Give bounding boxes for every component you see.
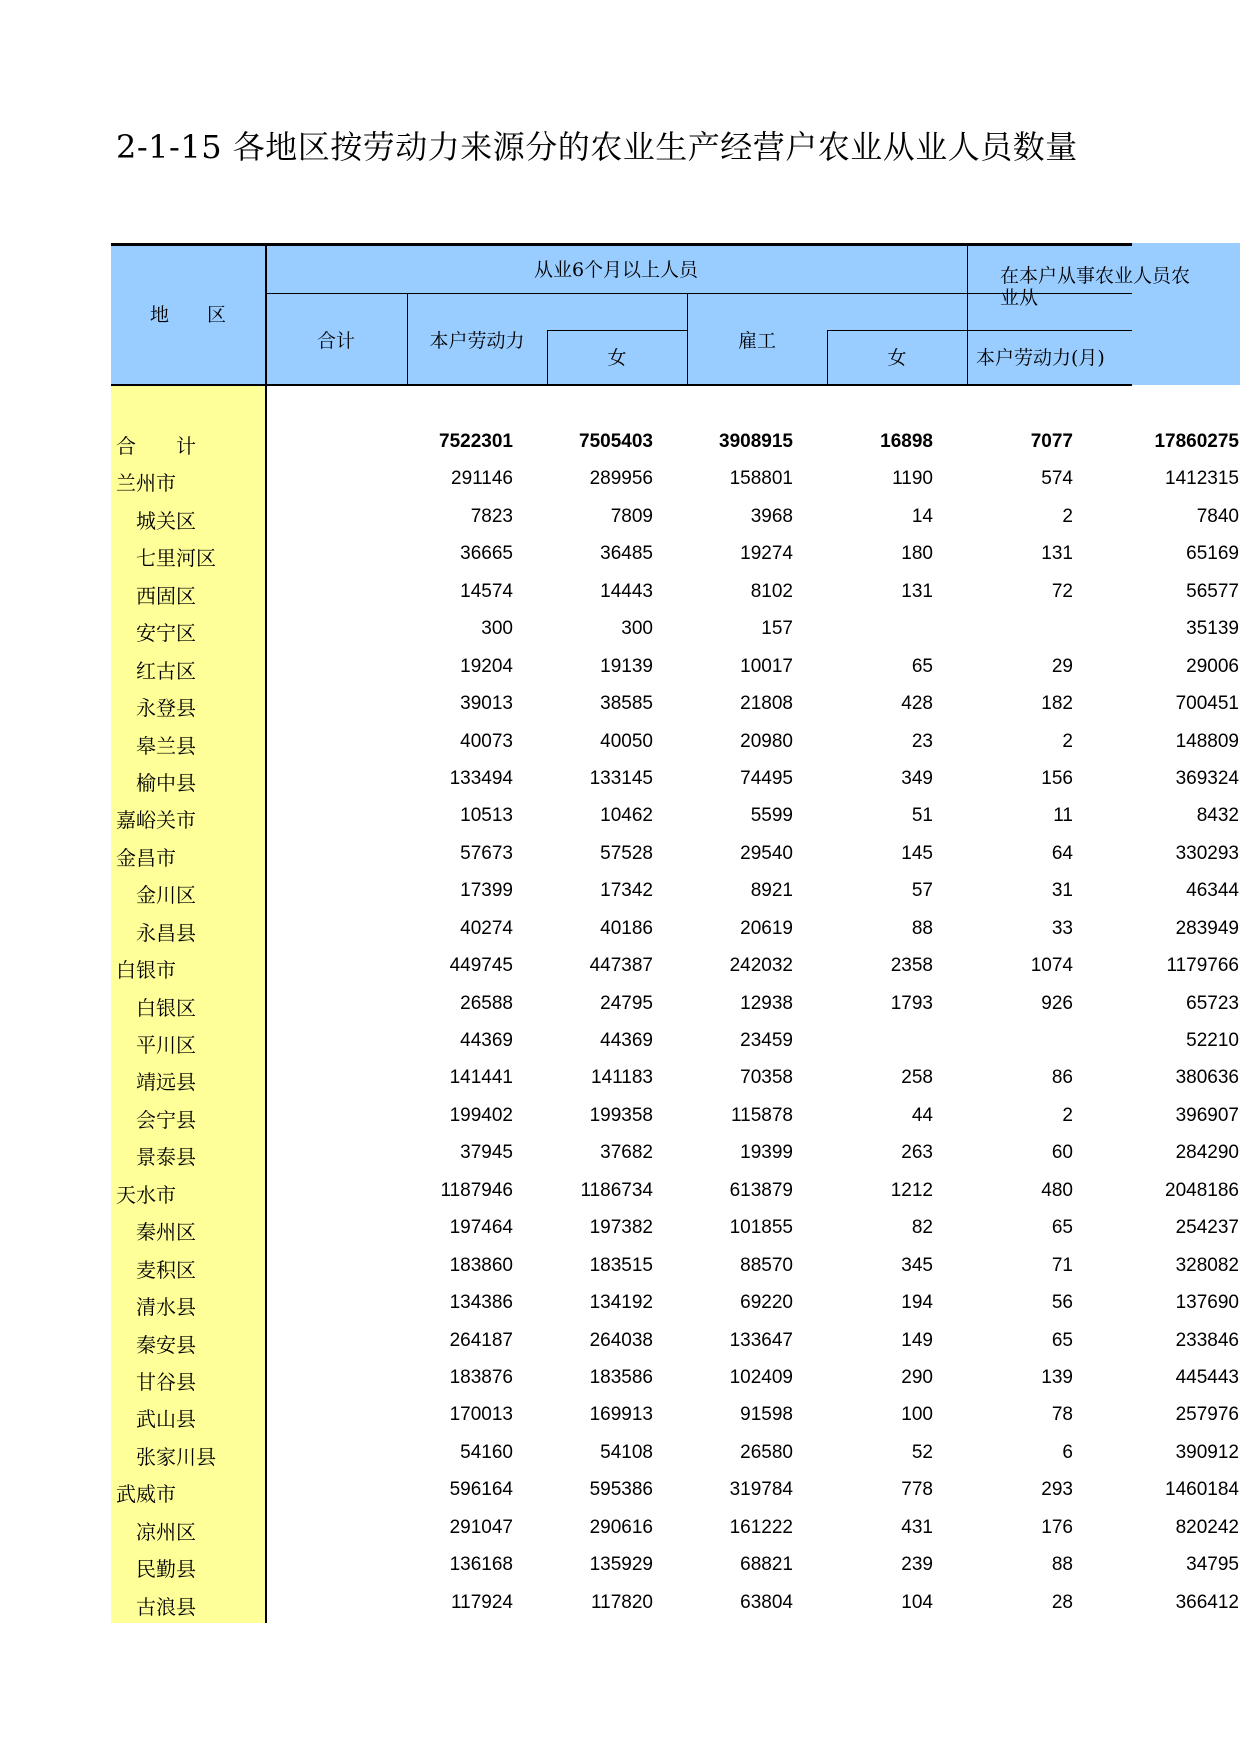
header-total: 合计 xyxy=(316,330,355,352)
row-value: 134386 xyxy=(449,1292,513,1314)
row-region-name: 靖远县 xyxy=(136,1070,196,1095)
row-region-name: 平川区 xyxy=(136,1033,196,1057)
row-value: 5599 xyxy=(750,805,793,827)
table-row xyxy=(111,1211,1239,1248)
row-value: 35139 xyxy=(1186,618,1239,640)
row-value: 293 xyxy=(1041,1479,1073,1501)
row-value: 2358 xyxy=(890,955,933,977)
row-value: 54108 xyxy=(600,1441,653,1463)
row-region-name: 张家川县 xyxy=(136,1444,216,1469)
header-divider xyxy=(827,330,967,331)
row-region-name: 永昌县 xyxy=(136,920,196,945)
row-value: 136168 xyxy=(449,1554,513,1576)
table-row xyxy=(111,1136,1239,1173)
row-value: 131 xyxy=(1041,543,1073,565)
row-value: 258 xyxy=(901,1067,933,1089)
row-value: 170013 xyxy=(449,1404,513,1426)
row-value: 319784 xyxy=(729,1479,793,1501)
row-value: 60 xyxy=(1051,1142,1073,1164)
row-value: 20980 xyxy=(740,730,793,752)
row-value: 290 xyxy=(901,1366,933,1388)
row-region-name: 白银区 xyxy=(136,995,196,1020)
table-row xyxy=(111,575,1239,612)
row-value: 7840 xyxy=(1196,505,1239,527)
table-row xyxy=(111,1249,1239,1286)
table-row xyxy=(111,799,1239,836)
row-value: 38585 xyxy=(600,693,653,715)
row-region-name: 金川区 xyxy=(136,883,196,908)
table-row xyxy=(111,500,1239,537)
table-row xyxy=(111,1174,1239,1211)
row-value: 8102 xyxy=(750,580,793,602)
row-region-name: 民勤县 xyxy=(136,1557,196,1582)
row-value: 480 xyxy=(1041,1179,1073,1201)
table-row xyxy=(111,1099,1239,1136)
row-value: 14 xyxy=(911,505,933,527)
row-region-name: 秦安县 xyxy=(136,1332,196,1357)
row-value: 65723 xyxy=(1186,992,1239,1014)
row-value: 7077 xyxy=(1030,431,1073,452)
row-value: 57528 xyxy=(600,842,653,864)
row-region-name: 天水市 xyxy=(116,1182,176,1207)
row-region-name: 武山县 xyxy=(136,1407,196,1432)
row-value: 183586 xyxy=(589,1366,653,1388)
row-value: 2 xyxy=(1062,730,1073,752)
row-value: 242032 xyxy=(729,955,793,977)
table-row xyxy=(111,1361,1239,1398)
row-value: 26580 xyxy=(740,1441,793,1463)
row-region-name: 七里河区 xyxy=(136,546,216,571)
table-row xyxy=(111,650,1239,687)
row-value: 16898 xyxy=(880,431,933,452)
row-value: 330293 xyxy=(1175,842,1239,864)
row-value: 131 xyxy=(901,580,933,602)
row-value: 34795 xyxy=(1186,1554,1239,1576)
row-value: 778 xyxy=(901,1479,933,1501)
row-value: 197464 xyxy=(449,1217,513,1239)
row-value: 31 xyxy=(1051,880,1073,902)
row-value: 447387 xyxy=(589,955,653,977)
row-region-name: 秦州区 xyxy=(136,1220,196,1245)
row-value: 596164 xyxy=(449,1479,513,1501)
table-row xyxy=(111,987,1239,1024)
row-value: 380636 xyxy=(1175,1067,1239,1089)
row-value: 64 xyxy=(1051,842,1073,864)
row-value: 14443 xyxy=(600,580,653,602)
table-row xyxy=(111,1061,1239,1098)
row-value: 17342 xyxy=(600,880,653,902)
row-value: 51 xyxy=(911,805,933,827)
row-value: 72 xyxy=(1051,580,1073,602)
row-value: 44 xyxy=(911,1104,933,1126)
table-row xyxy=(111,1024,1239,1061)
row-value: 8921 xyxy=(750,880,793,902)
row-value: 291047 xyxy=(449,1516,513,1538)
row-region-name: 榆中县 xyxy=(136,770,196,795)
row-value: 1179766 xyxy=(1166,955,1239,977)
row-value: 7522301 xyxy=(439,431,513,452)
row-value: 12938 xyxy=(740,992,793,1014)
table-row xyxy=(111,537,1239,574)
row-value: 37945 xyxy=(460,1142,513,1164)
row-value: 65 xyxy=(1051,1329,1073,1351)
row-value: 28 xyxy=(1051,1591,1073,1613)
row-value: 2 xyxy=(1062,505,1073,527)
row-value: 148809 xyxy=(1175,730,1239,752)
row-region-name: 白银市 xyxy=(116,958,176,983)
table-row xyxy=(111,912,1239,949)
table-row xyxy=(111,725,1239,762)
row-value: 1412315 xyxy=(1165,468,1239,490)
row-value: 10462 xyxy=(600,805,653,827)
header-days-own: 本户劳动力(月) xyxy=(976,347,1105,369)
row-value: 133145 xyxy=(589,767,653,789)
row-value: 396907 xyxy=(1175,1104,1239,1126)
row-value: 39013 xyxy=(460,693,513,715)
row-region-name: 金昌市 xyxy=(116,845,176,870)
row-value: 65 xyxy=(911,655,933,677)
row-value: 40073 xyxy=(460,730,513,752)
row-region-name: 城关区 xyxy=(136,508,196,533)
row-value: 199402 xyxy=(449,1104,513,1126)
row-value: 78 xyxy=(1051,1404,1073,1426)
row-value: 36665 xyxy=(460,543,513,565)
row-value: 17860275 xyxy=(1154,431,1239,452)
row-value: 300 xyxy=(621,618,653,640)
row-value: 574 xyxy=(1041,468,1073,490)
row-value: 68821 xyxy=(740,1554,793,1576)
table-row xyxy=(111,1511,1239,1548)
row-value: 46344 xyxy=(1186,880,1239,902)
row-value: 74495 xyxy=(740,767,793,789)
header-divider xyxy=(547,330,687,331)
row-value: 1074 xyxy=(1030,955,1073,977)
row-value: 100 xyxy=(901,1404,933,1426)
row-value: 17399 xyxy=(460,880,513,902)
row-value: 194 xyxy=(901,1292,933,1314)
page-title: 2-1-15 各地区按劳动力来源分的农业生产经营户农业从业人员数量 xyxy=(116,128,1078,166)
row-value: 88570 xyxy=(740,1254,793,1276)
row-value: 820242 xyxy=(1175,1516,1239,1538)
row-value: 283949 xyxy=(1175,917,1239,939)
row-value: 69220 xyxy=(740,1292,793,1314)
row-region-name: 甘谷县 xyxy=(136,1369,196,1394)
row-value: 349 xyxy=(901,767,933,789)
header-female-own: 女 xyxy=(607,347,627,369)
row-value: 290616 xyxy=(589,1516,653,1538)
row-value: 117820 xyxy=(591,1591,653,1613)
row-region-name: 红古区 xyxy=(136,658,196,683)
row-value: 56 xyxy=(1051,1292,1073,1314)
row-value: 133494 xyxy=(449,767,513,789)
row-value: 445443 xyxy=(1175,1366,1239,1388)
row-value: 3968 xyxy=(750,505,793,527)
table-row xyxy=(111,837,1239,874)
row-value: 137690 xyxy=(1175,1292,1239,1314)
row-value: 369324 xyxy=(1175,767,1239,789)
row-value: 366412 xyxy=(1175,1591,1239,1613)
row-value: 284290 xyxy=(1175,1142,1239,1164)
row-value: 40274 xyxy=(460,917,513,939)
row-value: 3908915 xyxy=(719,431,793,452)
row-value: 23 xyxy=(911,730,933,752)
header-days-group xyxy=(967,265,1191,315)
row-value: 101855 xyxy=(729,1217,793,1239)
row-region-name: 古浪县 xyxy=(136,1594,196,1619)
row-value: 91598 xyxy=(740,1404,793,1426)
row-value: 2 xyxy=(1062,1104,1073,1126)
row-value: 141441 xyxy=(449,1067,513,1089)
row-value: 133647 xyxy=(729,1329,793,1351)
row-value: 88 xyxy=(1051,1554,1073,1576)
row-value: 65169 xyxy=(1186,543,1239,565)
header-6month-group: 从业6个月以上人员 xyxy=(533,259,699,281)
row-value: 11 xyxy=(1053,805,1073,827)
row-value: 70358 xyxy=(740,1067,793,1089)
row-value: 199358 xyxy=(589,1104,653,1126)
row-value: 36485 xyxy=(600,543,653,565)
table-row xyxy=(111,425,1239,462)
header-region: 地 区 xyxy=(149,304,226,326)
row-value: 24795 xyxy=(600,992,653,1014)
row-value: 926 xyxy=(1041,992,1073,1014)
row-value: 449745 xyxy=(449,955,513,977)
row-region-name: 安宁区 xyxy=(136,621,196,646)
row-value: 44369 xyxy=(600,1030,653,1051)
row-value: 19139 xyxy=(600,655,653,677)
row-region-name: 合 计 xyxy=(116,434,196,458)
row-value: 254237 xyxy=(1175,1217,1239,1239)
table-row xyxy=(111,1548,1239,1585)
row-value: 156 xyxy=(1041,767,1073,789)
table-row xyxy=(111,762,1239,799)
row-value: 37682 xyxy=(600,1142,653,1164)
row-value: 328082 xyxy=(1175,1254,1239,1276)
row-value: 40186 xyxy=(600,917,653,939)
row-region-name: 景泰县 xyxy=(136,1145,196,1170)
row-value: 613879 xyxy=(729,1179,793,1201)
row-value: 29006 xyxy=(1186,655,1239,677)
row-value: 135929 xyxy=(589,1554,653,1576)
row-value: 182 xyxy=(1041,693,1073,715)
table-row xyxy=(111,462,1239,499)
header-hired: 雇工 xyxy=(737,330,776,352)
row-region-name: 皋兰县 xyxy=(136,733,196,758)
row-value: 21808 xyxy=(740,693,793,715)
row-value: 264038 xyxy=(589,1329,653,1351)
row-value: 145 xyxy=(901,842,933,864)
row-value: 257976 xyxy=(1175,1404,1239,1426)
row-value: 23459 xyxy=(740,1030,793,1051)
row-value: 86 xyxy=(1051,1067,1073,1089)
table-row xyxy=(111,1473,1239,1510)
row-value: 52 xyxy=(911,1441,933,1463)
row-value: 29540 xyxy=(740,842,793,864)
table-row xyxy=(111,1286,1239,1323)
row-value: 183860 xyxy=(449,1254,513,1276)
row-value: 19204 xyxy=(460,655,513,677)
row-value: 157 xyxy=(761,618,793,640)
row-value: 8432 xyxy=(1196,805,1239,827)
row-region-name: 嘉峪关市 xyxy=(116,808,196,833)
row-value: 700451 xyxy=(1175,693,1239,715)
row-value: 1460184 xyxy=(1165,1479,1239,1501)
row-value: 263 xyxy=(901,1142,933,1164)
row-region-name: 清水县 xyxy=(136,1295,196,1320)
row-value: 197382 xyxy=(589,1217,653,1239)
row-value: 52210 xyxy=(1186,1030,1239,1051)
row-value: 14574 xyxy=(460,580,513,602)
row-value: 345 xyxy=(901,1254,933,1276)
row-value: 44369 xyxy=(460,1030,513,1051)
row-value: 1186734 xyxy=(580,1179,653,1201)
table-row xyxy=(111,687,1239,724)
row-value: 158801 xyxy=(729,468,793,490)
row-region-name: 凉州区 xyxy=(136,1519,196,1544)
table-row xyxy=(111,949,1239,986)
row-value: 56577 xyxy=(1186,580,1239,602)
row-value: 26588 xyxy=(460,992,513,1014)
row-value: 1793 xyxy=(890,992,933,1014)
row-value: 7809 xyxy=(610,505,653,527)
row-region-name: 麦积区 xyxy=(136,1257,196,1282)
row-value: 428 xyxy=(901,693,933,715)
row-value: 1187946 xyxy=(440,1179,513,1201)
row-region-name: 兰州市 xyxy=(116,471,176,496)
row-value: 300 xyxy=(481,618,513,640)
row-value: 33 xyxy=(1051,917,1073,939)
row-value: 117924 xyxy=(451,1591,513,1613)
row-value: 57673 xyxy=(460,842,513,864)
row-value: 289956 xyxy=(589,468,653,490)
row-value: 71 xyxy=(1051,1254,1073,1276)
row-value: 115878 xyxy=(731,1104,793,1126)
row-value: 65 xyxy=(1051,1217,1073,1239)
row-value: 2048186 xyxy=(1165,1179,1239,1201)
row-value: 19399 xyxy=(740,1142,793,1164)
row-value: 141183 xyxy=(591,1067,653,1089)
row-value: 6 xyxy=(1062,1441,1073,1463)
header-days-group-label: 在本户从事农业人员农业从 xyxy=(1000,265,1191,309)
row-value: 180 xyxy=(901,543,933,565)
row-region-name: 永登县 xyxy=(136,696,196,721)
table-row xyxy=(111,1436,1239,1473)
header-bottom-border xyxy=(111,384,1132,386)
row-value: 149 xyxy=(901,1329,933,1351)
data-table xyxy=(111,243,1240,1623)
header-female-hired: 女 xyxy=(887,347,907,369)
row-value: 57 xyxy=(911,880,933,902)
row-value: 29 xyxy=(1051,655,1073,677)
row-value: 7505403 xyxy=(579,431,653,452)
row-value: 104 xyxy=(901,1591,933,1613)
row-value: 431 xyxy=(901,1516,933,1538)
row-value: 1212 xyxy=(890,1179,933,1201)
row-value: 239 xyxy=(901,1554,933,1576)
row-region-name: 西固区 xyxy=(136,583,196,608)
row-value: 169913 xyxy=(589,1404,653,1426)
row-value: 63804 xyxy=(740,1591,793,1613)
row-value: 233846 xyxy=(1175,1329,1239,1351)
table-body xyxy=(111,425,1239,1623)
row-value: 82 xyxy=(911,1217,933,1239)
row-value: 20619 xyxy=(740,917,793,939)
row-value: 134192 xyxy=(589,1292,653,1314)
table-row xyxy=(111,1398,1239,1435)
table-row xyxy=(111,1324,1239,1361)
row-value: 183515 xyxy=(589,1254,653,1276)
row-value: 7823 xyxy=(470,505,513,527)
header-own-labor: 本户劳动力 xyxy=(429,330,525,352)
row-value: 1190 xyxy=(892,468,933,490)
row-value: 264187 xyxy=(449,1329,513,1351)
row-value: 10017 xyxy=(740,655,793,677)
row-value: 183876 xyxy=(449,1366,513,1388)
row-value: 88 xyxy=(911,917,933,939)
table-row xyxy=(111,874,1239,911)
row-value: 54160 xyxy=(460,1441,513,1463)
row-value: 595386 xyxy=(589,1479,653,1501)
row-value: 291146 xyxy=(451,468,513,490)
row-value: 19274 xyxy=(740,543,793,565)
row-region-name: 武威市 xyxy=(116,1482,176,1507)
row-value: 10513 xyxy=(460,805,513,827)
row-region-name: 会宁县 xyxy=(136,1107,196,1132)
table-row xyxy=(111,1586,1239,1623)
row-value: 139 xyxy=(1041,1366,1073,1388)
row-value: 40050 xyxy=(600,730,653,752)
table-row xyxy=(111,612,1239,649)
row-value: 161222 xyxy=(729,1516,793,1538)
row-value: 176 xyxy=(1041,1516,1073,1538)
row-value: 390912 xyxy=(1175,1441,1239,1463)
row-value: 102409 xyxy=(729,1366,793,1388)
header-divider xyxy=(967,330,1132,331)
